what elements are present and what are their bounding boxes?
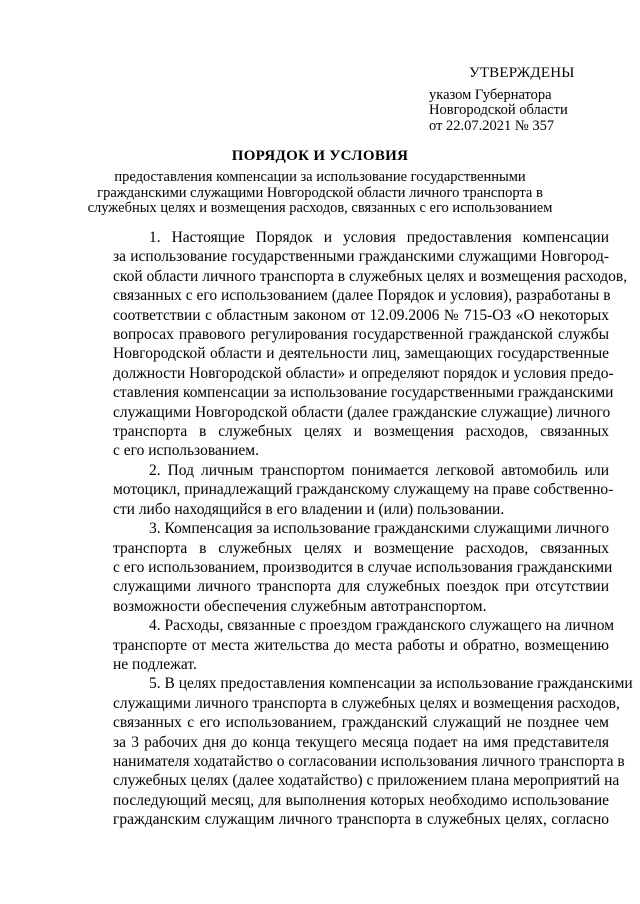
- subtitle-line: служебных целях и возмещения расходов, связанных с его использованием: [87, 200, 553, 216]
- paragraph-line: соответствии с областным законом от 12.09.2006 № 715-ОЗ «О некоторых: [113, 306, 609, 324]
- paragraph-line: за 3 рабочих дня до конца текущего месяца подает на имя представителя: [113, 733, 609, 751]
- paragraph-line: транспорта в служебных целях и возмещение расходов, связанных: [113, 539, 609, 557]
- document-body: [113, 228, 633, 830]
- paragraph-line: 4. Расходы, связанные с проездом гражданского служащего на личном: [149, 617, 615, 635]
- document-subtitle: [0, 170, 640, 217]
- paragraph-line: ской области личного транспорта в служебных целях и возмещения расходов,: [113, 267, 628, 285]
- paragraph-line: связанных с его использованием (далее Порядок и условия), разработаны в: [113, 287, 611, 305]
- document-title: ПОРЯДОК И УСЛОВИЯ: [231, 148, 409, 164]
- paragraph-line: 5. В целях предоставления компенсации за использование гражданскими: [149, 675, 633, 693]
- paragraph-line: транспорте от места жительства до места работы и обратно, возмещению: [113, 636, 609, 654]
- paragraph-line: возможности обеспечения служебным автотранспортом.: [113, 597, 487, 615]
- paragraph-line: вопросах правового регулирования государственной гражданской службы: [113, 326, 609, 344]
- paragraph-line: связанных с его использованием, гражданский служащий не позднее чем: [113, 714, 609, 732]
- subtitle-line: предоставления компенсации за использование государственными: [114, 169, 526, 185]
- approval-heading: УТВЕРЖДЕНЫ: [469, 65, 575, 81]
- paragraph-line: транспорта в служебных целях и возмещения расходов, связанных: [113, 423, 609, 441]
- paragraph-line: с его использованием, производится в случае использования гражданскими: [113, 558, 613, 576]
- paragraph-line: нанимателя ходатайство о согласовании использования личного транспорта в: [113, 752, 625, 770]
- approval-line: указом Губернатора: [429, 86, 552, 103]
- paragraph: [113, 461, 614, 519]
- paragraph-line: 1. Настоящие Порядок и условия предоставления компенсации: [149, 229, 609, 246]
- paragraph-line: не подлежат.: [113, 655, 197, 673]
- paragraph-line: мотоцикл, принадлежащий гражданскому служащему на праве собственно-: [113, 481, 614, 499]
- paragraph: [113, 228, 628, 461]
- subtitle-line: гражданскими служащими Новгородской области личного транспорта в: [97, 184, 543, 201]
- paragraph-line: гражданским служащим личного транспорта в служебных целях, согласно: [113, 811, 609, 829]
- paragraph-line: должности Новгородской области» и определяют порядок и условия предо-: [113, 364, 614, 382]
- paragraph-line: ставления компенсации за использование государственными гражданскими: [113, 384, 614, 402]
- paragraph-line: 2. Под личным транспортом понимается легковой автомобиль или: [149, 461, 609, 479]
- paragraph-line: последующий месяц, для выполнения которых необходимо использование: [113, 791, 609, 809]
- paragraph-line: за использование государственными гражданскими служащими Новгород-: [113, 248, 609, 266]
- approval-stamp: [429, 66, 575, 134]
- paragraph: [113, 616, 615, 674]
- paragraph-line: с его использованием.: [113, 442, 259, 460]
- paragraph: [113, 519, 613, 616]
- paragraph-line: служащими личного транспорта для служебных поездок при отсутствии: [113, 578, 609, 596]
- paragraph-line: служебных целях (далее ходатайство) с приложением плана мероприятий на: [113, 772, 620, 790]
- approval-line: от 22.07.2021 № 357: [429, 117, 555, 134]
- paragraph-line: 3. Компенсация за использование гражданскими служащими личного: [149, 520, 610, 538]
- paragraph: [113, 674, 633, 829]
- paragraph-line: Новгородской области и деятельности лиц, замещающих государственные: [113, 345, 609, 363]
- paragraph-line: служащими личного транспорта в служебных целях и возмещения расходов,: [113, 694, 620, 712]
- paragraph-line: сти либо находящийся в его владении и (или) пользовании.: [113, 500, 505, 518]
- approval-line: Новгородской области: [429, 102, 568, 118]
- paragraph-line: служащими Новгородской области (далее гражданские служащие) личного: [113, 403, 611, 421]
